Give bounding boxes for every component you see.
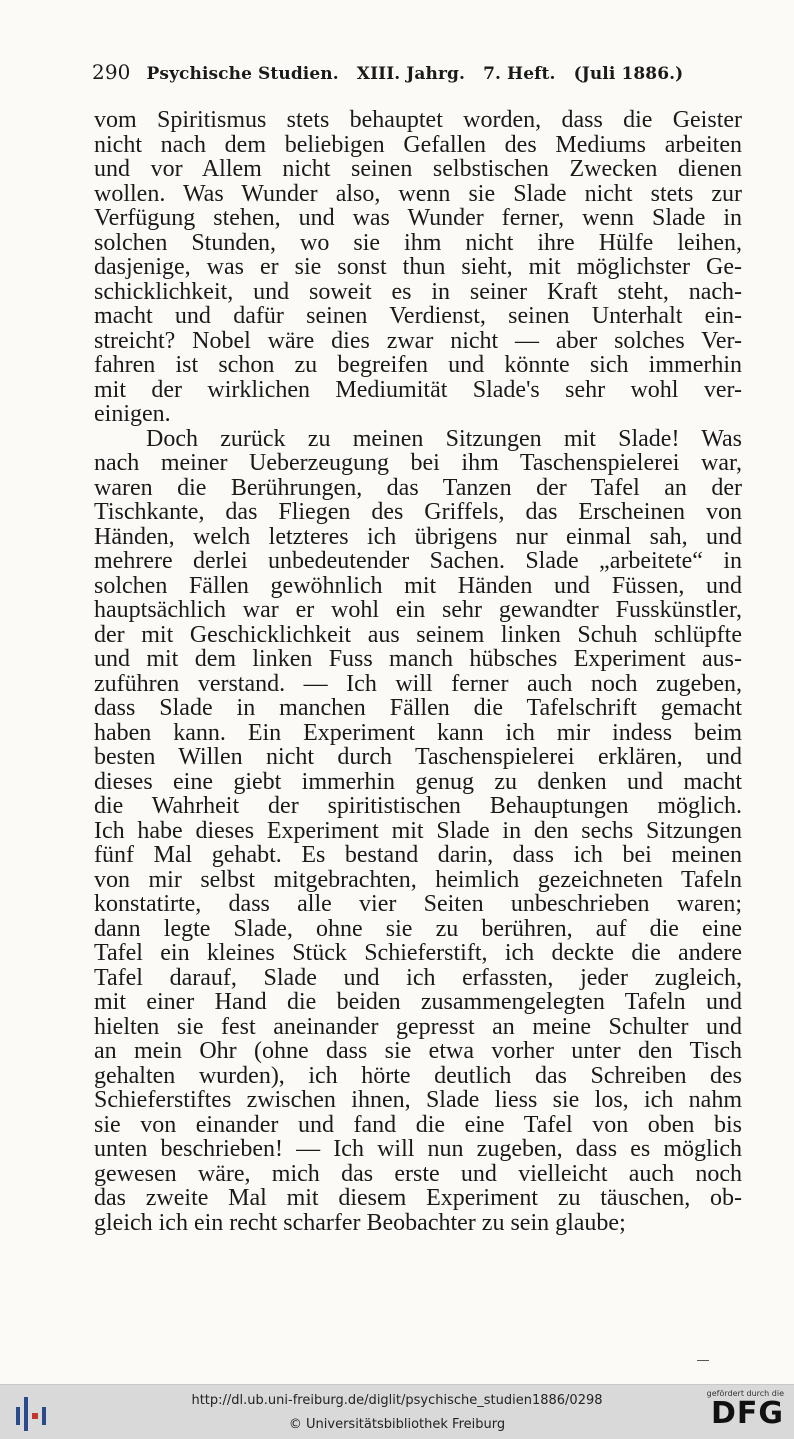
issue: 7. Heft. [483,64,556,84]
running-header [92,60,732,90]
text-line: dieses eine giebt immerhin genug zu denken und macht [94,768,742,795]
text-line: Händen, welch letzteres ich übrigens nur einmal sah, und [94,523,742,550]
text-line: dass Slade in manchen Fällen die Tafelschrift gemacht [94,695,742,721]
scan-mark [697,1360,709,1361]
volume: XIII. Jahrg. [356,64,466,84]
text-line: zuführen verstand. — Ich will ferner auch noch zugeben, [94,670,742,697]
text-line: gewesen wäre, mich das erste und vielleicht auch noch [94,1160,742,1187]
body-text [94,108,742,1235]
text-line: und mit dem linken Fuss manch hübsches Experiment aus- [94,646,742,672]
text-line: streicht? Nobel wäre dies zwar nicht — aber solches Ver- [94,327,742,354]
text-line: mit der wirklichen Mediumität Slade's sehr wohl ver- [94,376,742,403]
page-number: 290 [92,60,131,84]
text-line: solchen Fällen gewöhnlich mit Händen und Füssen, und [94,572,742,599]
text-line: unten beschrieben! — Ich will nun zugeben, dass es möglich [94,1136,742,1162]
text-line: fahren ist schon zu begreifen und könnte sich immerhin [94,352,742,378]
text-line: von mir selbst mitgebrachten, heimlich gezeichneten Tafeln [94,866,742,893]
text-line: nicht nach dem beliebigen Gefallen des Mediums arbeiten [94,131,742,158]
text-line: Tafel darauf, Slade und ich erfassten, jeder zugleich, [94,964,742,991]
text-line: und vor Allem nicht seinen selbstischen Zwecken dienen [94,156,742,182]
text-line: macht und dafür seinen Verdienst, seinen Unterhalt ein- [94,303,742,329]
text-line: haben kann. Ein Experiment kann ich mir indess beim [94,719,742,746]
text-line: der mit Geschicklichkeit aus seinem linken Schuh schlüpfte [94,621,742,648]
text-line: das zweite Mal mit diesem Experiment zu täuschen, ob- [94,1185,742,1211]
footer-bar [0,1384,794,1439]
text-line: Tischkante, das Fliegen des Griffels, das Erscheinen von [94,499,742,525]
text-line: gehalten wurden), ich hörte deutlich das Schreiben des [94,1062,742,1089]
text-line: konstatirte, dass alle vier Seiten unbeschrieben waren; [94,891,742,917]
journal-title: Psychische Studien. [146,64,339,84]
text-line: fünf Mal gehabt. Es bestand darin, dass ich bei meinen [94,842,742,868]
text-line: einigen. [94,401,171,427]
dfg-logo-text: DFG [710,1396,784,1431]
text-line: besten Willen nicht durch Taschenspielerei erklären, und [94,744,742,770]
text-line: Tafel ein kleines Stück Schieferstift, ich deckte die andere [94,940,742,966]
dfg-caption: gefördert durch die [706,1389,784,1398]
text-line: hauptsächlich war er wohl ein sehr gewandter Fusskünstler, [94,597,742,623]
text-line: wollen. Was Wunder also, wenn sie Slade nicht stets zur [94,180,742,207]
copyright-notice: © Universitätsbibliothek Freiburg [288,1417,506,1432]
text-line: solchen Stunden, wo sie ihm nicht ihre Hülfe leihen, [94,229,742,256]
text-line: hielten sie fest aneinander gepresst an meine Schulter und [94,1013,742,1040]
text-line: dann legte Slade, ohne sie zu berühren, auf die eine [94,915,742,942]
issue-date: (Juli 1886.) [573,64,684,84]
text-line: mit einer Hand die beiden zusammengelegten Tafeln und [94,989,742,1015]
dfg-logo[interactable] [694,1389,784,1435]
text-line: Verfügung stehen, und was Wunder ferner, wenn Slade in [94,205,742,231]
text-line: Schieferstiftes zwischen ihnen, Slade liess sie los, ich nahm [94,1087,742,1113]
text-line: waren die Berührungen, das Tanzen der Tafel an der [94,474,742,501]
text-line: schicklichkeit, und soweit es in seiner Kraft steht, nach- [94,278,742,305]
text-line: vom Spiritismus stets behauptet worden, dass die Geister [94,107,742,133]
text-line: Ich habe dieses Experiment mit Slade in den sechs Sitzungen [94,817,742,844]
text-line: gleich ich ein recht scharfer Beobachter zu sein glaube; [94,1209,626,1236]
text-line: sie von einander und fand die eine Tafel von oben bis [94,1111,742,1138]
text-line: mehrere derlei unbedeutender Sachen. Slade „arbeitete“ in [94,548,742,574]
text-line: Doch zurück zu meinen Sitzungen mit Slade! Was [146,425,742,452]
text-line: an mein Ohr (ohne dass sie etwa vorher unter den Tisch [94,1038,742,1064]
text-line: dasjenige, was er sie sonst thun sieht, mit möglichster Ge- [94,254,742,280]
permalink-url[interactable]: http://dl.ub.uni-freiburg.de/diglit/psychische_studien1886/0298 [191,1393,603,1408]
text-line: die Wahrheit der spiritistischen Behauptungen möglich. [94,793,742,819]
text-line: nach meiner Ueberzeugung bei ihm Taschenspielerei war, [94,450,742,476]
